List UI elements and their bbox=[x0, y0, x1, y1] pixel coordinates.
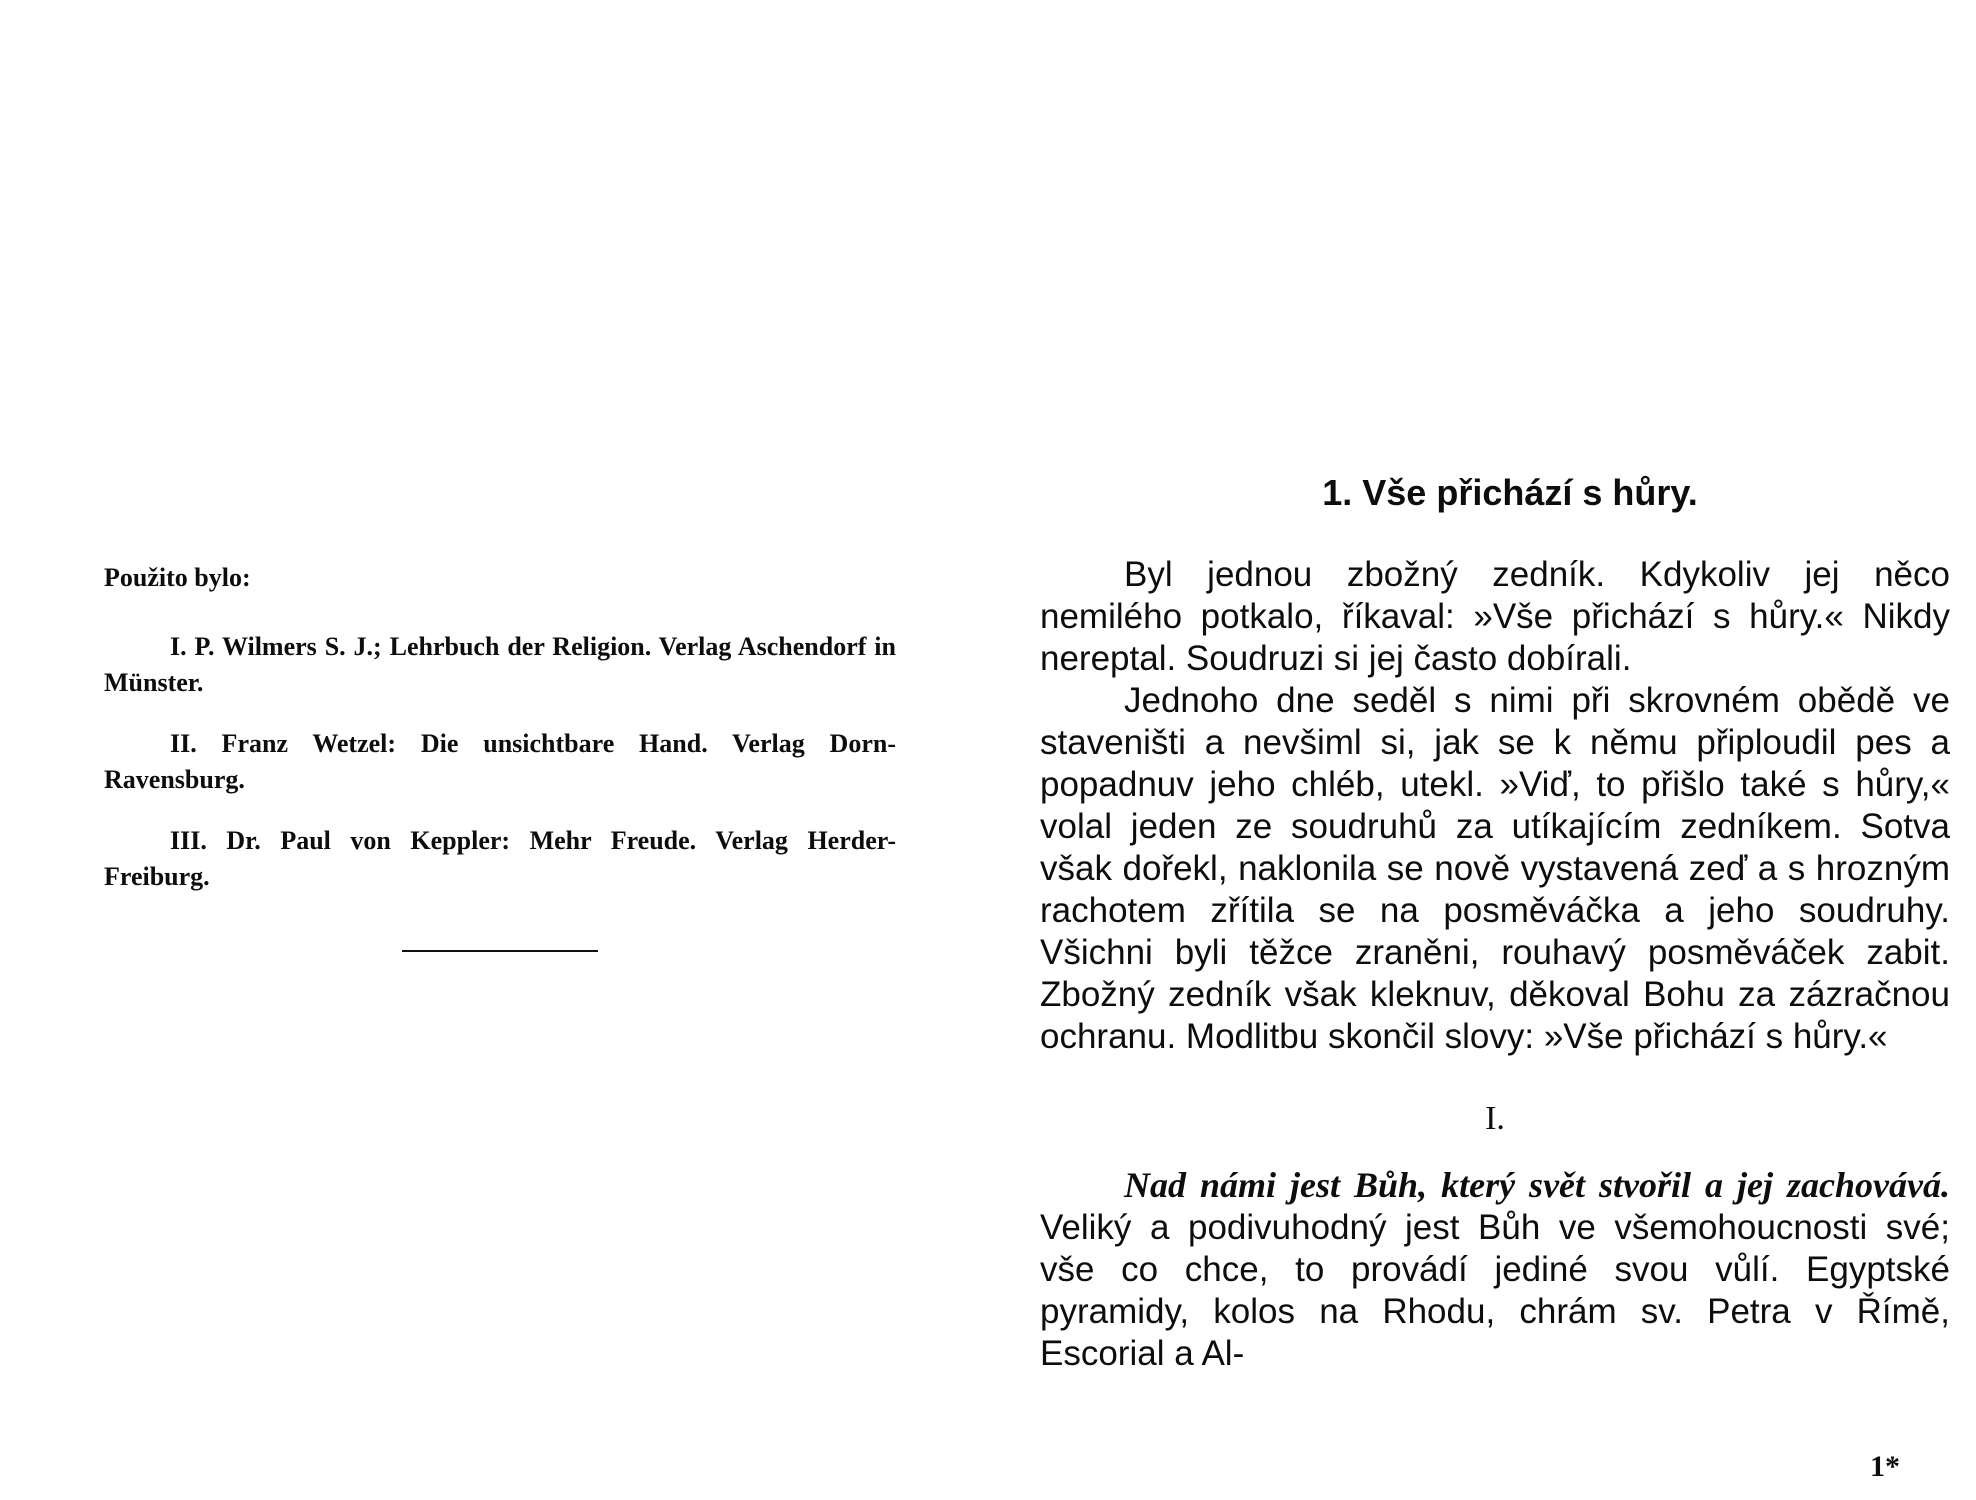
paragraph: Byl jednou zbožný zedník. Kdykoliv jej něco nemilého potkalo, říkaval: »Vše přichází s hůry.« Nikdy nereptal. Soudruzi si jej často dobírali. bbox=[1040, 555, 1950, 678]
sources-heading: Použito bylo: bbox=[104, 563, 251, 592]
reference-item: III. Dr. Paul von Keppler: Mehr Freude. Verlag Herder-Freiburg. bbox=[104, 826, 896, 891]
signature-mark: 1* bbox=[1870, 1450, 1900, 1483]
right-page bbox=[1040, 472, 1950, 1375]
divider-rule bbox=[402, 950, 598, 952]
section-numeral: I. bbox=[1485, 1100, 1505, 1137]
reference-item: II. Franz Wetzel: Die unsichtbare Hand. Verlag Dorn-Ravensburg. bbox=[104, 729, 896, 794]
paragraph: Jednoho dne seděl s nimi při skrovném obědě ve staveništi a nevšiml si, jak se k němu připloudil pes a popadnuv jeho chléb, utekl. »Viď, to přišlo také s hůry,« volal jeden ze soudruhů za utíkajícím zedníkem. Sotva však dořekl, naklonila se nově vystavená zeď a s hrozným rachotem zřítila se na posměváčka a jeho soudruhy. Všichni byli těžce zraněni, rouhavý posměváček zabit. Zbožný zedník však kleknuv, děkoval Bohu za zázračnou ochranu. Modlitbu skončil slovy: »Vše přichází s hůry.« bbox=[1040, 681, 1950, 1056]
chapter-title: 1. Vše přichází s hůry. bbox=[1322, 472, 1698, 513]
left-page bbox=[104, 560, 904, 920]
paragraph bbox=[1040, 1164, 1950, 1375]
reference-item: I. P. Wilmers S. J.; Lehrbuch der Religion. Verlag Aschendorf in Münster. bbox=[104, 632, 896, 697]
paragraph-text: Veliký a podivuhodný jest Bůh ve všemohoucnosti své; vše co chce, to provádí jediné svou vůlí. Egyptské pyramidy, kolos na Rhodu, chrám sv. Petra v Římě, Escorial a Al- bbox=[1040, 1208, 1950, 1373]
emphasized-thesis: Nad námi jest Bůh, který svět stvořil a jej zachovává. bbox=[1124, 1165, 1950, 1205]
